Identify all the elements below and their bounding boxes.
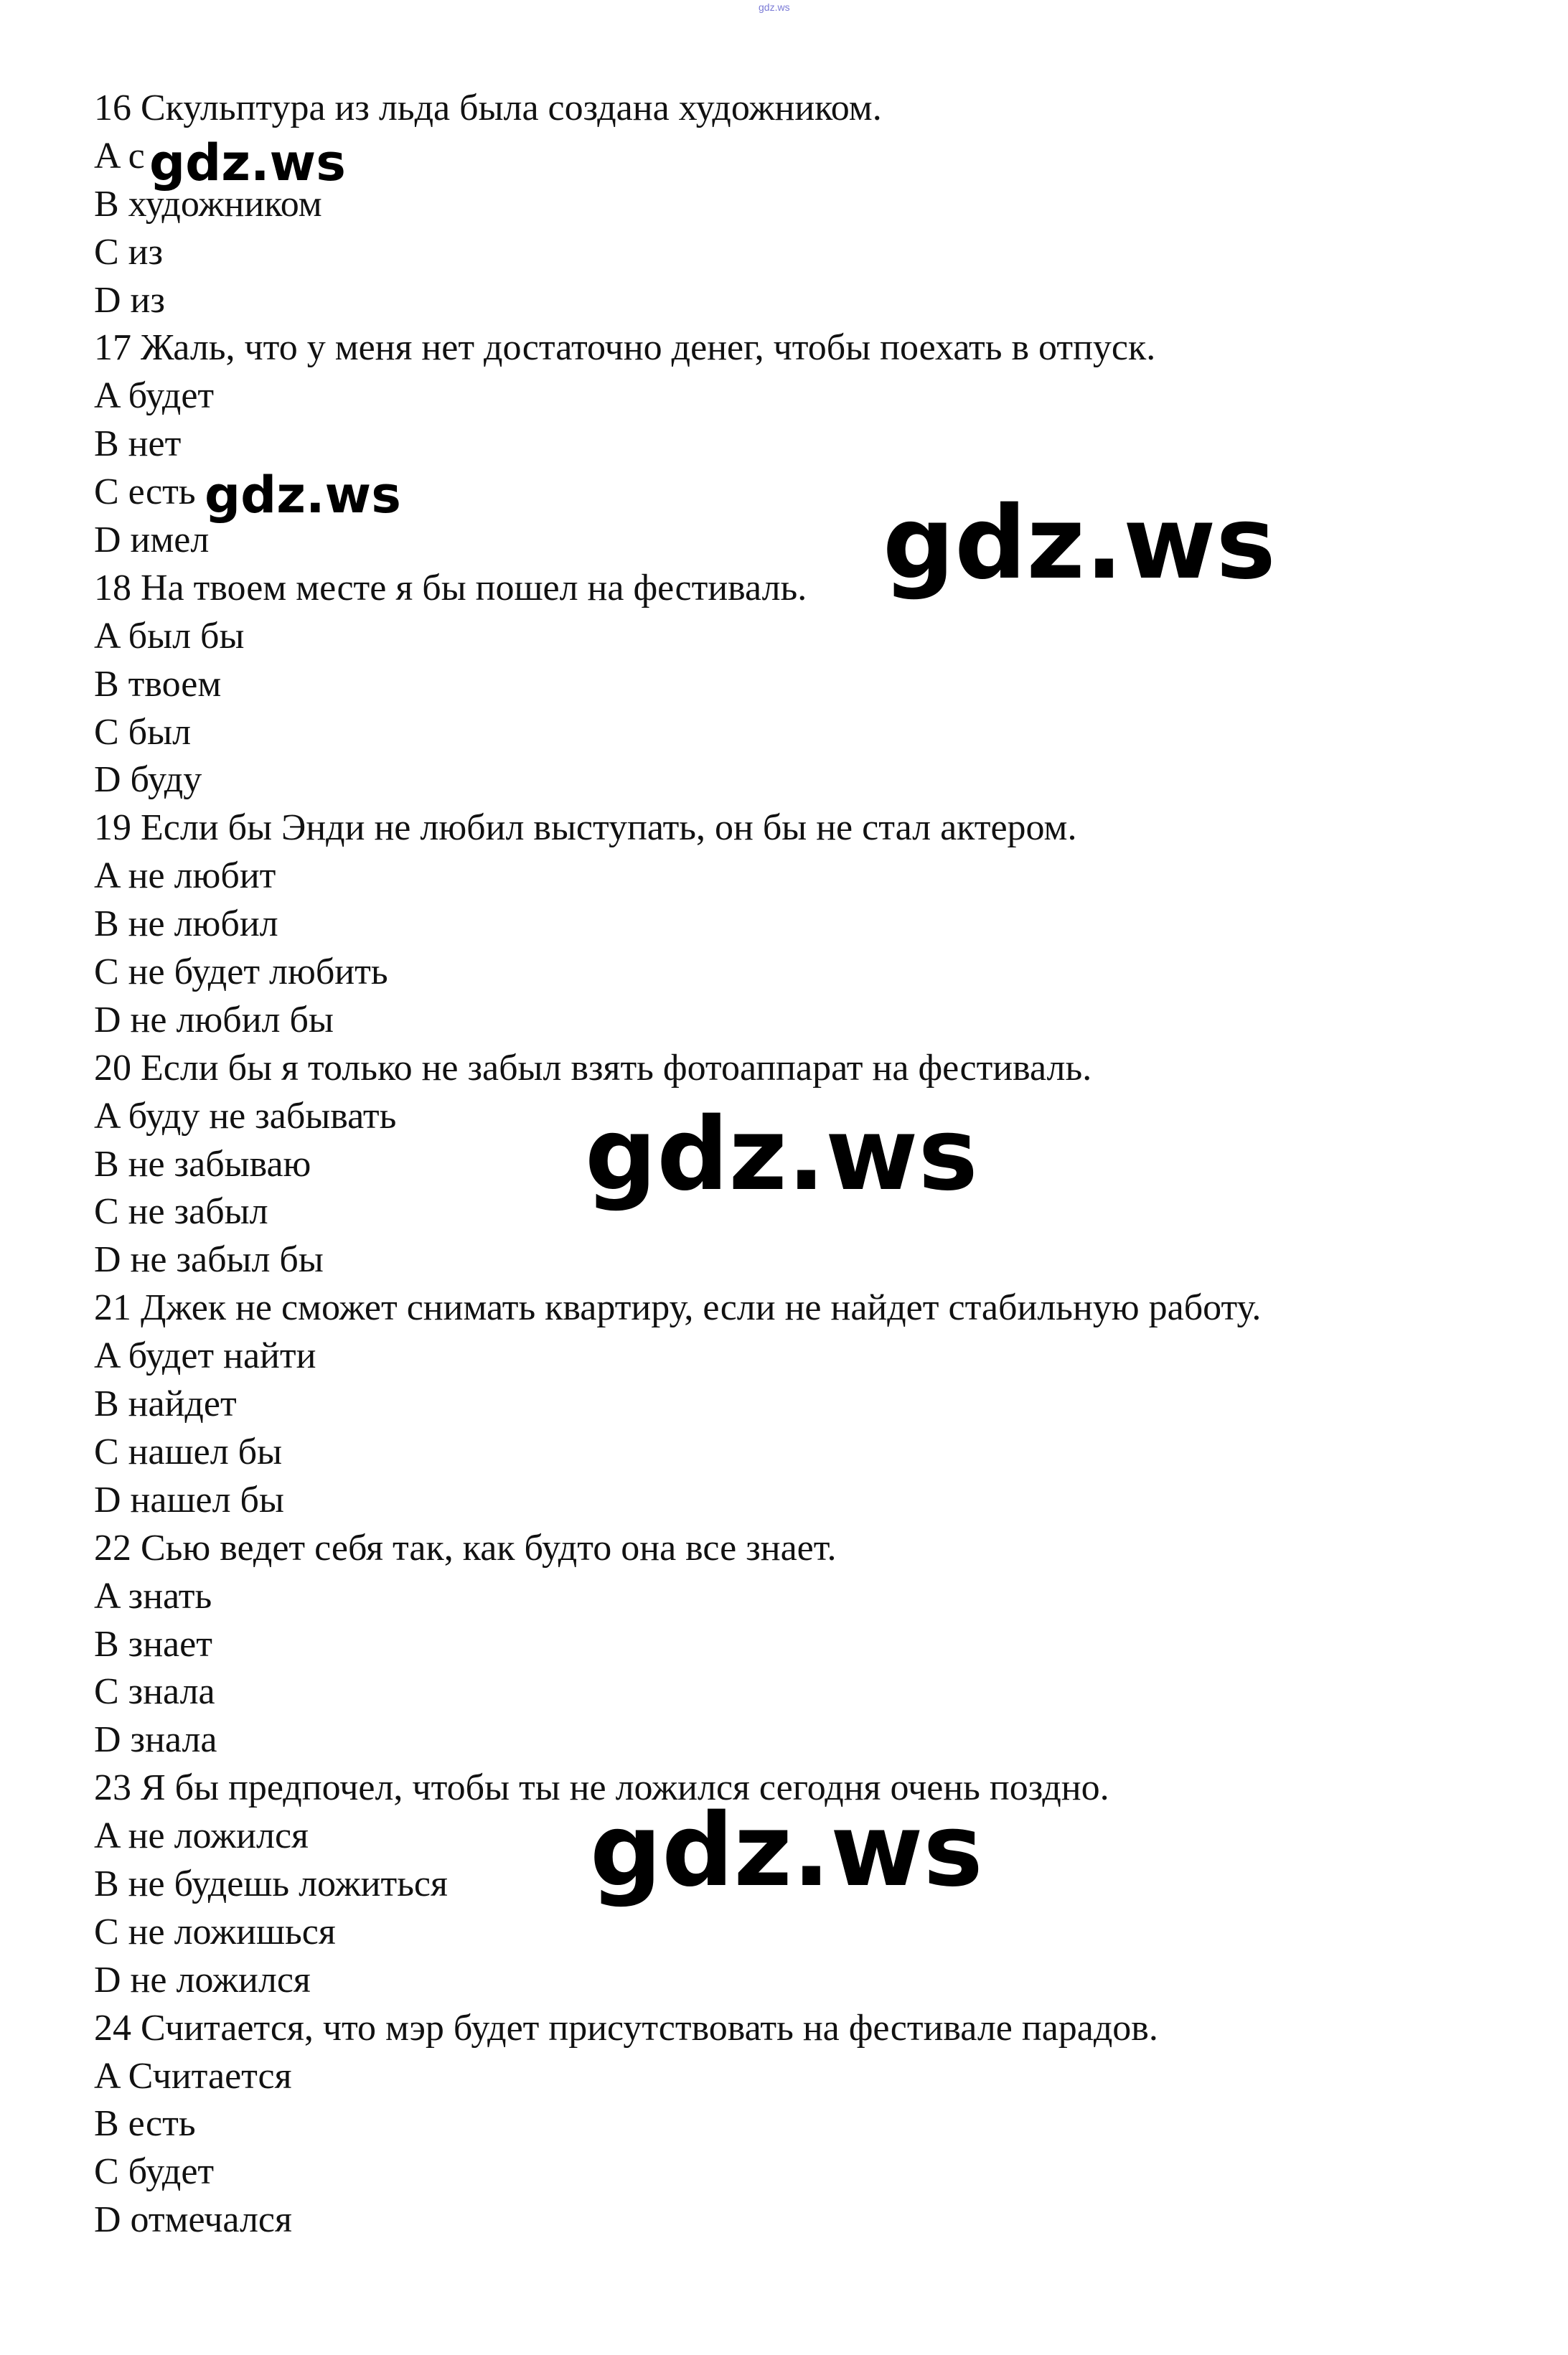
option-21-d: D нашел бы: [94, 1479, 284, 1520]
option-20-a: A буду не забывать: [94, 1095, 397, 1137]
option-19-b: B не любил: [94, 903, 278, 945]
option-24-d: D отмечался: [94, 2199, 292, 2241]
option-24-a: A Считается: [94, 2055, 292, 2097]
option-21-a: A будет найти: [94, 1335, 316, 1377]
option-21-b: B найдет: [94, 1383, 237, 1425]
option-24-c: C будет: [94, 2151, 215, 2193]
option-21-c: C нашел бы: [94, 1431, 283, 1472]
question-20: 20 Если бы я только не забыл взять фотоаппарат на фестиваль.: [94, 1047, 1092, 1089]
question-21: 21 Джек не сможет снимать квартиру, если не найдет стабильную работу.: [94, 1287, 1262, 1329]
option-20-b: B не забываю: [94, 1143, 311, 1185]
option-19-a: A не любит: [94, 855, 276, 897]
watermark-1: gdz.ws: [149, 133, 346, 192]
question-22: 22 Сью ведет себя так, как будто она все знает.: [94, 1527, 837, 1569]
option-23-c: C не ложишься: [94, 1911, 336, 1952]
watermark-3: gdz.ws: [883, 485, 1276, 602]
option-17-b: B нет: [94, 423, 182, 465]
option-19-d: D не любил бы: [94, 999, 334, 1040]
option-24-b: B есть: [94, 2103, 196, 2145]
option-20-c: C не забыл: [94, 1191, 268, 1233]
watermark-5: gdz.ws: [590, 1792, 983, 1909]
option-18-c: C был: [94, 711, 192, 753]
option-17-c: C есть: [94, 471, 196, 513]
question-24: 24 Считается, что мэр будет присутствовать на фестивале парадов.: [94, 2007, 1158, 2049]
watermark-2: gdz.ws: [205, 466, 401, 525]
option-22-d: D знала: [94, 1719, 217, 1761]
option-22-c: C знала: [94, 1671, 215, 1713]
option-20-d: D не забыл бы: [94, 1239, 324, 1281]
option-16-a: A c: [94, 135, 145, 177]
option-16-d: D из: [94, 279, 165, 321]
option-23-a: A не ложился: [94, 1815, 309, 1857]
question-18: 18 На твоем месте я бы пошел на фестиваль.: [94, 567, 807, 608]
option-22-a: A знать: [94, 1575, 212, 1617]
question-19: 19 Если бы Энди не любил выступать, он бы не стал актером.: [94, 807, 1077, 849]
option-17-d: D имел: [94, 520, 210, 561]
option-23-b: B не будешь ложиться: [94, 1863, 448, 1904]
option-16-c: C из: [94, 231, 164, 273]
watermark-4: gdz.ws: [585, 1096, 978, 1213]
top-watermark-text: gdz.ws: [759, 1, 790, 13]
option-18-d: D буду: [94, 759, 202, 801]
option-19-c: C не будет любить: [94, 951, 388, 993]
option-18-b: B твоем: [94, 663, 222, 705]
option-18-a: A был бы: [94, 615, 245, 657]
question-17: 17 Жаль, что у меня нет достаточно денег, чтобы поехать в отпуск.: [94, 327, 1156, 369]
option-17-a: A будет: [94, 375, 215, 417]
question-23: 23 Я бы предпочел, чтобы ты не ложился сегодня очень поздно.: [94, 1767, 1109, 1809]
option-22-b: B знает: [94, 1623, 212, 1665]
option-23-d: D не ложился: [94, 1959, 311, 2001]
option-16-b: B художником: [94, 183, 322, 225]
question-16: 16 Скульптура из льда была создана художником.: [94, 88, 882, 128]
